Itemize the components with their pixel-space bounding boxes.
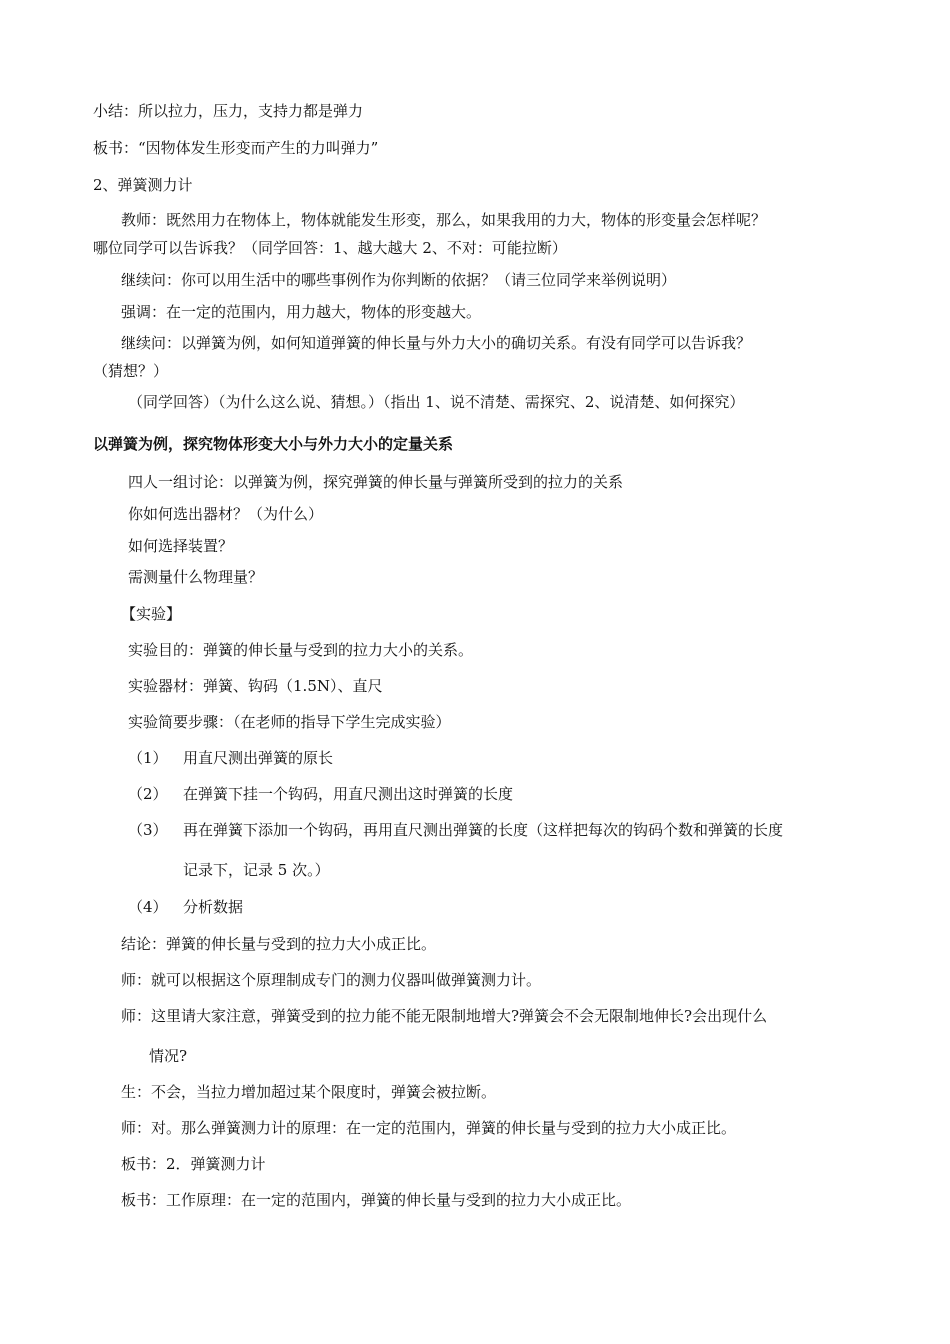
teacher-question-line2: 哪位同学可以告诉我？（同学回答：1、越大越大 2、不对：可能拉断） <box>93 239 567 257</box>
student-response-line: 生：不会，当拉力增加超过某个限度时，弹簧会被拉断。 <box>121 1083 497 1101</box>
experiment-purpose: 实验目的：弹簧的伸长量与受到的拉力大小的关系。 <box>128 641 474 659</box>
board-note-spring-scale: 板书：2．弹簧测力计 <box>121 1155 266 1173</box>
section-heading-spring-scale: 2、弹簧测力计 <box>93 176 193 194</box>
continue-question-2-line2: （猜想？） <box>93 362 169 380</box>
step-number: （3） <box>128 821 168 839</box>
summary-line: 小结：所以拉力，压力，支持力都是弹力 <box>93 102 364 120</box>
student-answer-line: （同学回答）（为什么这么说、猜想。）（指出 1、说不清楚、需探究、2、说清楚、如何探究） <box>128 393 745 411</box>
emphasis-line: 强调：在一定的范围内，用力越大，物体的形变越大。 <box>121 303 482 321</box>
board-note-working-principle: 板书：工作原理：在一定的范围内，弹簧的伸长量与受到的拉力大小成正比。 <box>121 1191 632 1209</box>
step-number: （1） <box>128 749 168 767</box>
teacher-question-line1: 教师：既然用力在物体上，物体就能发生形变，那么，如果我用的力大，物体的形变量会怎样呢？ <box>121 211 767 229</box>
question-measure: 需测量什么物理量？ <box>128 568 264 586</box>
question-equipment: 你如何选出器材？（为什么） <box>128 505 324 523</box>
teacher-line-1: 师：就可以根据这个原理制成专门的测力仪器叫做弹簧测力计。 <box>121 971 542 989</box>
teacher-line-2-continuation: 情况? <box>149 1047 188 1065</box>
step-text: 分析数据 <box>183 898 244 916</box>
step-text: 再在弹簧下添加一个钩码，再用直尺测出弹簧的长度（这样把每次的钩码个数和弹簧的长度 <box>183 821 784 839</box>
step-text: 在弹簧下挂一个钩码，用直尺测出这时弹簧的长度 <box>183 785 514 803</box>
teacher-line-3: 师：对。那么弹簧测力计的原理：在一定的范围内，弹簧的伸长量与受到的拉力大小成正比。 <box>121 1119 737 1137</box>
step-text: 用直尺测出弹簧的原长 <box>183 749 334 767</box>
group-discussion-line: 四人一组讨论：以弹簧为例，探究弹簧的伸长量与弹簧所受到的拉力的关系 <box>128 473 624 491</box>
experiment-steps-intro: 实验简要步骤：（在老师的指导下学生完成实验） <box>128 713 451 731</box>
conclusion-line: 结论：弹簧的伸长量与受到的拉力大小成正比。 <box>121 935 437 953</box>
question-setup: 如何选择装置？ <box>128 537 234 555</box>
bold-heading-quantitative: 以弹簧为例，探究物体形变大小与外力大小的定量关系 <box>93 435 454 453</box>
board-note-elastic-force: 板书：“因物体发生形变而产生的力叫弹力” <box>93 139 379 157</box>
step-number: （2） <box>128 785 168 803</box>
experiment-equipment: 实验器材：弹簧、钩码（1.5N）、直尺 <box>128 677 383 695</box>
step-number: （4） <box>128 898 168 916</box>
continue-question-1: 继续问：你可以用生活中的哪些事例作为你判断的依据？（请三位同学来举例说明） <box>121 271 677 289</box>
experiment-label: 【实验】 <box>121 605 182 623</box>
step-text-continuation: 记录下，记录 5 次。） <box>183 861 330 879</box>
continue-question-2-line1: 继续问：以弹簧为例，如何知道弹簧的伸长量与外力大小的确切关系。有没有同学可以告诉我？ <box>121 334 752 352</box>
teacher-line-2: 师：这里请大家注意，弹簧受到的拉力能不能无限制地增大?弹簧会不会无限制地伸长?会出现什么 <box>121 1007 768 1025</box>
